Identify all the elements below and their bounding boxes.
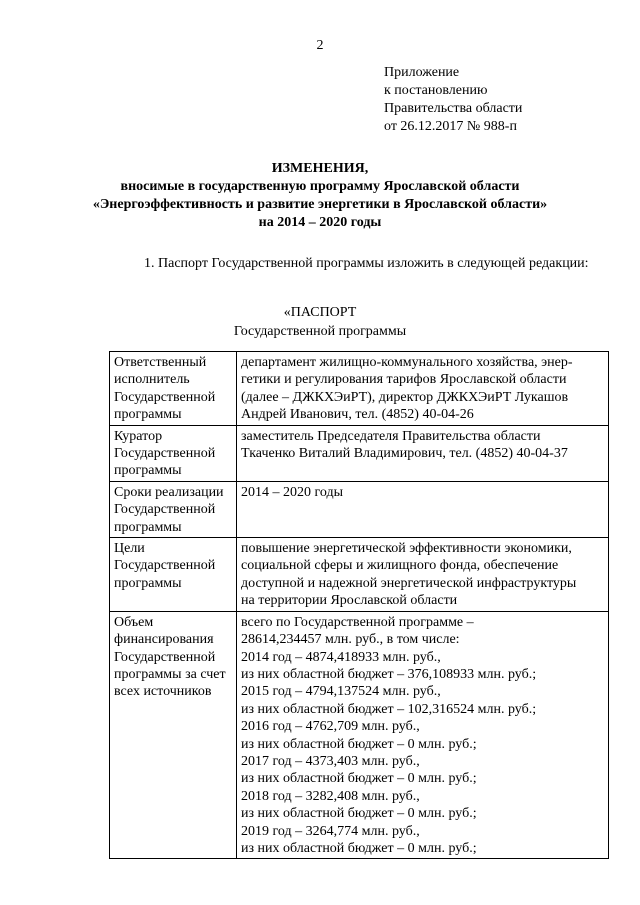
table-row	[110, 611, 609, 859]
title-line: на 2014 – 2020 годы	[258, 215, 382, 230]
table-row-label: Ответственный исполнитель Государственной программы	[110, 352, 237, 426]
table-value-line: (далее – ДЖКХЭиРТ), директор ДЖКХЭиРТ Лукашов	[241, 389, 569, 405]
table-row-value	[237, 425, 609, 481]
table-value-line: повышение энергетической эффективности экономики,	[241, 541, 572, 557]
table-value-line: 2014 год – 4874,418933 млн. руб.,	[241, 649, 441, 665]
table-value-line: 2017 год – 4373,403 млн. руб.,	[241, 753, 420, 769]
table-row-label: Цели Государственной программы	[110, 538, 237, 612]
table-value-line: Ткаченко Виталий Владимирович, тел. (4852) 40-04-37	[241, 446, 568, 462]
table-row-label: Куратор Государственной программы	[110, 425, 237, 481]
table-row-value	[237, 352, 609, 426]
table-row-label: Объем финансирования Государственной программы за счет всех источников	[110, 611, 237, 859]
appendix-line: от 26.12.2017 № 988-п	[384, 119, 517, 134]
appendix-line: к постановлению	[384, 83, 488, 98]
passport-table	[109, 351, 609, 859]
passport-subheading: Государственной программы	[233, 324, 407, 339]
table-row	[110, 538, 609, 612]
table-value-line: социальной сферы и жилищного фонда, обеспечение	[241, 558, 559, 574]
table-value-line: из них областной бюджет – 376,108933 млн. руб.;	[241, 666, 537, 682]
table-row-value	[237, 538, 609, 612]
table-value-line: всего по Государственной программе –	[241, 614, 474, 630]
table-value-line: Андрей Иванович, тел. (4852) 40-04-26	[241, 407, 474, 423]
table-value-line: 2019 год – 3264,774 млн. руб.,	[241, 823, 420, 839]
table-row-label: Сроки реализации Государственной программы	[110, 481, 237, 537]
table-row-value	[237, 611, 609, 859]
passport-table-body	[110, 352, 609, 859]
table-value-line: департамент жилищно-коммунального хозяйства, энер-	[241, 355, 573, 370]
page-number: 2	[316, 38, 324, 53]
table-value-line: из них областной бюджет – 0 млн. руб.;	[241, 806, 477, 822]
table-row-value	[237, 481, 609, 537]
table-value-line: 2018 год – 3282,408 млн. руб.,	[241, 788, 420, 804]
table-row	[110, 352, 609, 426]
table-value-line: 2015 год – 4794,137524 млн. руб.,	[241, 684, 441, 700]
table-value-line: доступной и надежной энергетической инфраструктуры	[241, 575, 577, 591]
appendix-block	[384, 64, 522, 136]
table-value-line: гетики и регулирования тарифов Ярославской области	[241, 372, 567, 388]
table-row	[110, 425, 609, 481]
table-value-line: из них областной бюджет – 0 млн. руб.;	[241, 736, 477, 752]
title-line: вносимые в государственную программу Ярославской области	[120, 179, 520, 194]
table-value-line: из них областной бюджет – 0 млн. руб.;	[241, 840, 477, 856]
table-value-line: из них областной бюджет – 0 млн. руб.;	[241, 771, 477, 787]
appendix-line: Приложение	[384, 65, 460, 80]
table-value-line: 2014 – 2020 годы	[241, 484, 344, 500]
passport-heading-block	[0, 303, 640, 341]
table-value-line: 28614,234457 млн. руб., в том числе:	[241, 632, 460, 648]
paragraph-1: 1. Паспорт Государственной программы изложить в следующей редакции:	[144, 256, 589, 271]
table-value-line: заместитель Председателя Правительства области	[241, 428, 541, 444]
document-title	[0, 160, 640, 232]
table-row	[110, 481, 609, 537]
table-value-line: на территории Ярославской области	[241, 593, 458, 609]
table-value-line: из них областной бюджет – 102,316524 млн. руб.;	[241, 701, 537, 717]
title-heading: ИЗМЕНЕНИЯ,	[271, 161, 369, 176]
passport-heading: «ПАСПОРТ	[283, 305, 357, 320]
title-line: «Энергоэффективность и развитие энергетики в Ярославской области»	[92, 197, 548, 212]
appendix-line: Правительства области	[384, 101, 523, 116]
table-value-line: 2016 год – 4762,709 млн. руб.,	[241, 719, 420, 735]
